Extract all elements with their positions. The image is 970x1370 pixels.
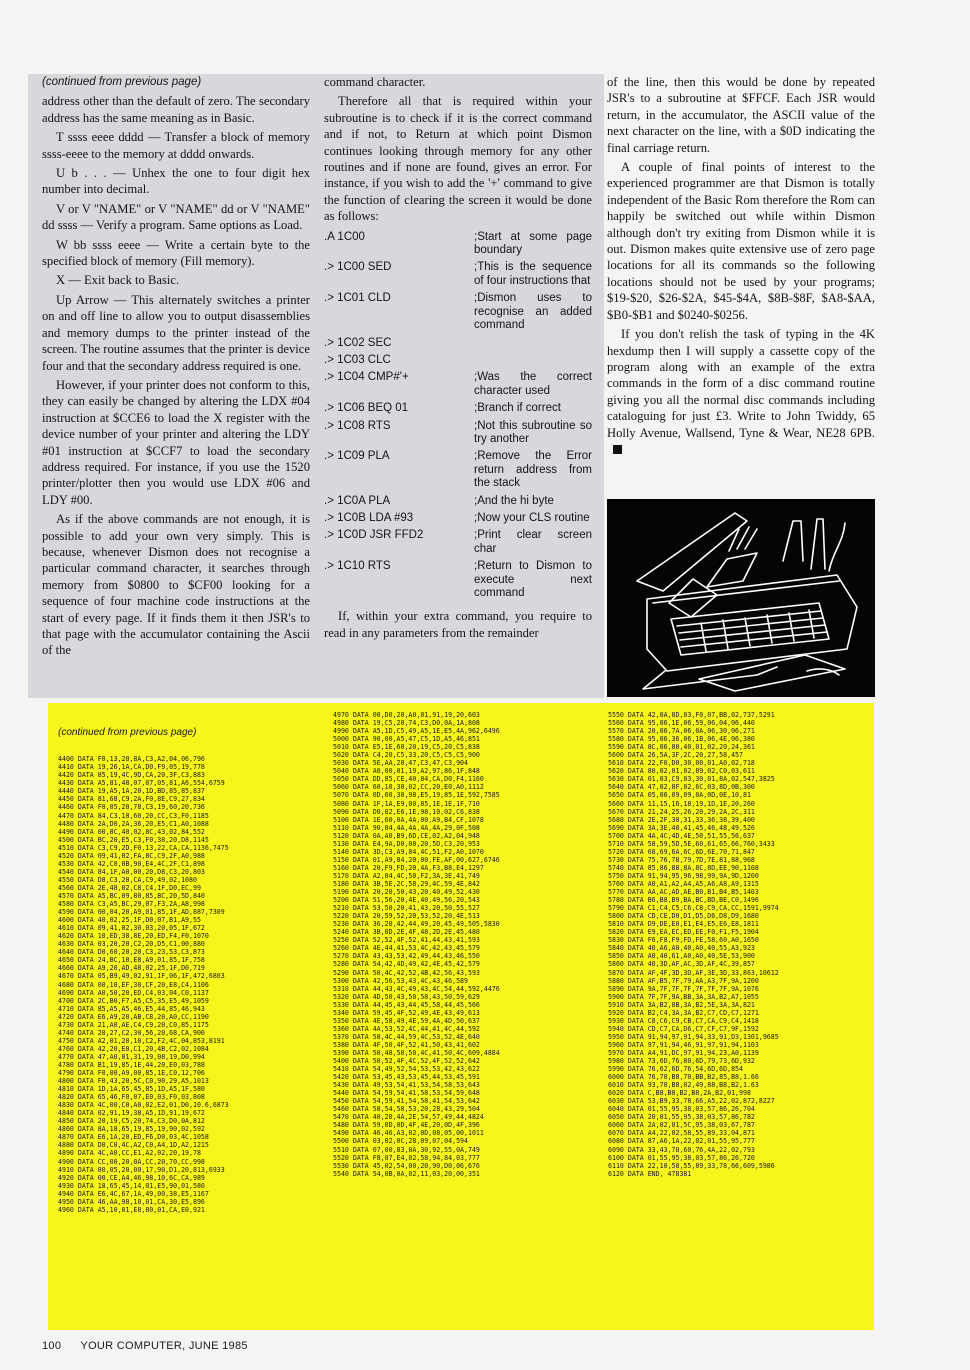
data-line: 4850 DATA 20,19,C5,20,74,C3,D0,0A,812 [58,1117,205,1126]
data-line: 5930 DATA C8,C6,C9,CB,C7,CA,C9,C4,1418 [608,1016,759,1025]
data-line: 6060 DATA 2A,02,01,5C,95,38,03,67,787 [608,1121,755,1130]
data-line: 6080 DATA 87,A6,1A,22,02,01,55,95,777 [608,1137,755,1146]
data-line: 5410 DATA 54,49,52,54,53,53,42,43,622 [333,1065,480,1074]
data-line: 4720 DATA E6,A9,20,AB,C8,20,A0,CC,1190 [58,1012,209,1021]
page-footer [42,1340,264,1352]
data-line: 4840 DATA 02,91,19,38,A5,1D,91,19,672 [58,1109,205,1118]
data-line: 4870 DATA E6,1A,20,ED,F6,D0,03,4C,1058 [58,1133,209,1142]
data-line: 5750 DATA 91,94,95,96,98,99,9A,9D,1200 [608,871,759,880]
data-line: 5120 DATA 0A,A0,B9,6D,CE,02,A2,04,948 [333,831,480,840]
data-line: 5920 DATA B2,C4,3A,3A,B2,C7,CD,C7,1271 [608,1008,759,1017]
paragraph: of the line, then this would be done by repeated JSR's to a subroutine at $FFCF. Each JSR would return, in the accumulator, the ASCII value of the next character on the line, with a $0D indicating the final carriage return. [607,75,875,155]
data-line: 4830 DATA 4C,00,C0,A0,02,E2,01,D0,10.6,6873 [58,1101,229,1110]
data-line: 5310 DATA 44,43,4C,49,43,4C,54,44,592,4476 [333,984,500,993]
data-line: 5710 DATA 58,59,5D,5E,60,61,65,66,760,3433 [608,839,775,848]
data-line: 4420 DATA 85,19,4C,9D,CA,20,3F,C3,883 [58,771,205,780]
data-line: 4990 DATA A5,1D,C5,49,A5,1E,E5,4A,962,6496 [333,727,500,736]
paragraph: V or V "NAME" or V "NAME" dd or V "NAME" dd ssss — Verify a program. Same options as Load. [42,201,310,233]
data-line: 5620 DATA 80,02,01,02,89,02,C0,03,611 [608,767,755,776]
end-of-article-mark [613,445,622,454]
data-line: 4950 DATA 46,AA,98,10,01,CA,30,E5,896 [58,1197,205,1206]
data-line: 5320 DATA 4D,50,43,50,58,43,50,59,629 [333,992,480,1001]
data-line: 4780 DATA B1,19,85,1E,44,20,E0,03,788 [58,1060,205,1069]
data-line: 4760 DATA 42,20,E0,C1,20,4B,C2,02,1084 [58,1044,209,1053]
asm-instruction: .> 1C06 BEQ 01 [324,402,409,415]
data-line: 5020 DATA C4,20,C5,33,20,C5,C5,C5,900 [333,751,480,760]
data-line: 4440 DATA 19,A5,1A,20,1D,BD,85,85,837 [58,787,205,796]
asm-instruction: .> 1C0A PLA [324,494,391,507]
data-line: 5350 DATA 4E,58,49,4E,59,4A,4D,50,637 [333,1016,480,1025]
data-line: 5910 DATA 3A,B2,8B,3A,B2,5E,3A,3A,821 [608,1000,755,1009]
assembly-listing [324,231,592,601]
data-line: 5680 DATA 2E,2F,30,31,33,36,38,39,400 [608,815,755,824]
data-line: 4560 DATA 2E,48,02,C8,C4,1F,D0,EC,99 [58,883,201,892]
data-line: 5490 DATA 46,46,A3,02,0D,08,05,00,1011 [333,1129,484,1138]
paragraph [607,326,875,457]
data-line: 6020 DATA C,B8,B8,B2,B8,2A,B2,01,998 [608,1089,751,1098]
data-line: 5160 DATA 20,F9,FD,20,4A,F3,B8,E4,1297 [333,863,484,872]
data-line: 5760 DATA A0,A1,A2,A4,A5,A6,A8,A9,1315 [608,879,759,888]
asm-line [324,420,592,447]
data-line: 5610 DATA 22,F0,D0,30,00,01,A0,02,718 [608,759,755,768]
data-line: 5010 DATA E5,1E,60,20,19,C5,20,C5,838 [333,743,480,752]
asm-line [324,354,592,367]
paragraph-text: If you don't relish the task of typing in the 4K hexdump then I will supply a cassette copy of the program along with an example of the extra commands in the form of a disc command routine giving you all the normal disc commands including cataloguing for just £3. Write to John Twiddy, 65 Holly Avenue, Wallsend, Tyne & Wear, NE28 6PB. [607,327,875,440]
data-line: 5420 DATA 53,45,43,53,45,44,53,45,591 [333,1073,480,1082]
data-line: 5700 DATA 4A,4C,4D,4E,50,51,55,56,637 [608,831,755,840]
data-line: 5210 DATA 53,50,20,41,43,20,50,55,527 [333,904,480,913]
data-line: 5110 DATA 90,04,4A,4A,4A,4A,29,0F,508 [333,823,480,832]
asm-comment [474,354,592,367]
data-line: 4790 DATA F0,00,A9,00,85,1E,C0,12,706 [58,1069,205,1078]
data-line: 4800 DATA F0,43,20,5C,C0,90,29,A5,1013 [58,1077,209,1086]
data-line: 5000 DATA 90,00,A5,47,C5,1D,A5,46,851 [333,735,480,744]
paragraph: A couple of final points of interest to the experienced programmer are that Dismon is totally independent of the Basic Rom therefore the Rom can happily be switched out while within Dismon although don't try exiting from Dismon while it is out. Dismon makes quite extensive use of zero page locations for all its commands so the following locations should not be used by your programs; $19-$20, $26-$2A, $45-$4A, $8B-$8F, $A8-$AA, $B0-$B1 and $0240-$0256. [607,160,875,322]
data-line: 4600 DATA 40,02,25,1F,D0,07,B1,A9,55 [58,916,201,925]
paragraph: Up Arrow — This alternately switches a printer on and off line to allow you to output disassemblies and memory dumps to the printer instead of the screen. The routine assumes that the printer is device four and that the secondary address required is one. [42,292,310,373]
asm-instruction: .> 1C02 SEC [324,336,392,349]
magazine-issue: YOUR COMPUTER, JUNE 1985 [80,1340,248,1352]
asm-instruction: .> 1C0D JSR FFD2 [324,529,424,542]
data-line: 5470 DATA 40,20,4A,2E,54,57,49,44,4824 [333,1113,484,1122]
data-line: 5480 DATA 59,0D,0D,4F,4E,20,0D,4F,396 [333,1121,480,1130]
data-line: 5650 DATA 05,06,09,09,0A,0D,0E,10,81 [608,791,751,800]
data-line: 5640 DATA 47,02,8F,02,6C,03,8D,0B,300 [608,783,755,792]
knife-drawing-icon [607,499,875,697]
data-line: 5950 DATA 91,94,97,91,94,33,91,D3,1301,9685 [608,1032,779,1041]
paragraph: However, if your printer does not conform to this, they can easily be changed by altering the LDX #04 instruction at $CCE6 to load the X register with the device number of your printer and altering the LDY #01 instruction at $CCF7 to load the secondary address required. For instance, if you use the 1520 printer/plotter then you would use LDX #06 and LDY #00. [42,377,310,507]
data-line: 4820 DATA 65,46,F0,07,E0,03,F0,03,808 [58,1093,205,1102]
paragraph: address other than the default of zero. The secondary address has the same meaning as in Basic. [42,94,310,125]
data-line: 4970 DATA 00,D0,20,A0,01,91,19,20,603 [333,711,480,719]
data-line: 4900 DATA CC,00,20,0A,CC,20,70,CC,998 [58,1157,205,1166]
data-line: 4570 DATA A5,BC,09,80,85,BC,20,5D,840 [58,891,205,900]
data-line: 5530 DATA 45,02,54,00,20,90,D0,06,676 [333,1161,480,1170]
page-number: 100 [42,1340,62,1352]
asm-comment: ;Was the correct character used [474,371,592,397]
asm-instruction: .A 1C00 [324,230,365,243]
swiss-army-knife-computer-illustration [607,499,875,697]
data-line: 5500 DATA 03,02,0C,28,09,07,04,594 [333,1137,468,1146]
continued-note: (continued from previous page) [42,76,202,88]
data-line: 4770 DATA 47,A0,01,31,19,08,19,D0,994 [58,1052,205,1061]
data-line: 5250 DATA 52,52,4F,52,41,44,43,41,593 [333,936,480,945]
data-line: 4620 DATA 10,ED,38,8E,20,ED,F4,F0,1070 [58,932,209,941]
data-line: 5590 DATA 8C,06,80,40,01,02,20,24,361 [608,743,755,752]
data-line: 5690 DATA 3A,3E,40,41,45,46,48,49,526 [608,823,755,832]
listing-column-3 [608,711,870,1178]
asm-line [324,450,592,490]
asm-line [324,261,592,288]
data-line: 4730 DATA 21,A0,AE,C4,C9,20,C0,85,1175 [58,1020,209,1029]
data-line: 5770 DATA AA,AC,AD,AE,B0,B1,B4,B5,1403 [608,888,759,897]
article-column-2 [324,74,592,696]
data-line: 5400 DATA 50,52,4F,4C,52,4F,52,52,642 [333,1057,480,1066]
data-line: 5200 DATA 51,56,20,4E,40,49,56,20,543 [333,896,480,905]
listing-column-2 [333,711,605,1178]
data-line: 5030 DATA 5E,AA,20,47,C3,47,C3,904 [333,759,468,768]
data-line: 4880 DATA D0,C0,4C,A2,C0,A4,1D,A2,1215 [58,1141,209,1150]
data-line: 4400 DATA F0,13,20,8A,C3,A2,04,06,796 [58,755,205,764]
data-line: 5520 DATA F8,07,E4,02,58,94,84,03,777 [333,1153,480,1162]
data-line: 5940 DATA CD,C7,CA,D6,C7,CF,C7,9F,1592 [608,1024,759,1033]
data-line: 4610 DATA 09,41,02,30,03,20,05,1F,672 [58,924,205,933]
data-line: 5440 DATA 54,59,54,41,58,53,54,59,648 [333,1089,480,1098]
asm-comment [474,337,592,350]
asm-line [324,371,592,398]
asm-comment: ;This is the sequence of four instructions that [474,261,592,287]
asm-line [324,560,592,600]
data-line: 4660 DATA A9,20,AD,48,02,25,1F,D0,719 [58,964,205,973]
data-line: 4980 DATA 19,C5,20,74,C3,D0,0A,1A,808 [333,719,480,728]
data-line: 5460 DATA 58,54,58,53,20,28,43,29,504 [333,1105,480,1114]
data-line: 5040 DATA A0,00,01,19,A2,97,86,1F,848 [333,767,480,776]
data-line: 5740 DATA 85,86,88,8A,8C,8D,EE,90,1108 [608,863,759,872]
asm-instruction: .> 1C0B LDA #93 [324,511,414,524]
data-line: 5780 DATA B6,B8,B9,BA,BC,BD,BE,C0,1496 [608,896,759,905]
data-line: 5630 DATA 01,03,C9,03,30,01,8A,02,547,3825 [608,775,775,784]
data-line: 4920 DATA 00,CE,A4,46,98,10,6C,CA,989 [58,1173,205,1182]
data-line: 4930 DATA 18,65,45,14,01,E5,90,01,580 [58,1181,205,1190]
listing-column-1 [58,711,323,1214]
data-line: 5140 DATA 3D,C3,A9,84,4C,51,F2,A0,1070 [333,847,484,856]
data-line: 4640 DATA D0,60,20,20,C3,23,53,C3,873 [58,948,205,957]
data-line: 5990 DATA 76,62,6D,76,54,6D,6D,854 [608,1065,743,1074]
data-line: 5670 DATA 21,24,25,26,20,29,2A,2C,311 [608,807,755,816]
data-line: 5830 DATA F6,F8,F9,FD,FE,58,60,A0,1650 [608,936,759,945]
data-line: 5820 DATA E9,EA,EC,ED,EE,F0,F1,F5,1904 [608,928,759,937]
asm-instruction: .> 1C03 CLC [324,353,391,366]
data-line: 5890 DATA 9A,7F,7F,7F,7F,7F,7F,9A,1076 [608,984,759,993]
data-line: 5300 DATA 42,56,53,43,4C,43,46,589 [333,976,468,985]
data-line: 4910 DATA 80,05,20,00,17,90,D1,20,813,6933 [58,1165,225,1174]
data-line: 5800 DATA CD,CE,D0,D1,D5,D6,D8,D9,1680 [608,912,759,921]
data-line: 5580 DATA 95,06,36,06,1B,06,4E,06,380 [608,735,755,744]
data-line: 5280 DATA 54,42,4D,49,42,4E,45,42,579 [333,960,480,969]
data-line: 6000 DATA 76,70,B8,70,BB,B2,85,B8,1.66 [608,1073,759,1082]
data-line: 4550 DATA D8,C3,20,CA,C9,49,02,1080 [58,875,197,884]
asm-comment: ;Start at some page boundary [474,230,592,257]
asm-instruction: .> 1C10 RTS [324,560,391,573]
data-line: 4890 DATA 4C,A0,CC,E1,A2,02,20,19,78 [58,1149,201,1158]
data-line: 4630 DATA 03,20,20,C2,20,D5,C1,00,880 [58,940,205,949]
data-line: 4750 DATA A2,01,20,10,C2,F2,4C,04,853,8191 [58,1036,225,1045]
data-line: 5430 DATA 49,53,54,41,53,54,58,53,643 [333,1081,480,1090]
asm-instruction: .> 1C00 SED [324,261,392,274]
data-line: 6110 DATA 22,10,58,55,89,33,78,66,609,5986 [608,1161,775,1170]
data-line: 5240 DATA 3B,0D,2E,4F,48,2D,2E,45,480 [333,928,480,937]
data-line: 6050 DATA 20,01,55,95,38,03,57,86,782 [608,1113,755,1122]
data-line: 5330 DATA 44,45,43,44,45,58,44,45,566 [333,1000,480,1009]
data-line: 5270 DATA 43,43,53,42,49,44,43,46,550 [333,952,480,961]
asm-comment: ;Remove the Error return address from the stack [474,450,592,490]
data-line: 5380 DATA 4F,50,4F,52,41,50,43,41,602 [333,1040,480,1049]
data-line: 6010 DATA 93,70,B8,02,49,88,B8,B2,1.63 [608,1081,759,1090]
paragraph: T ssss eeee dddd — Transfer a block of memory ssss-eeee to the memory at dddd onwards. [42,130,310,161]
data-line: 4680 DATA 00,10,EF,30,CF,20,E8,C4,1106 [58,980,209,989]
data-line: 5840 DATA 40,A6,A0,40,A0,40,55,A3,923 [608,944,755,953]
data-line: 5810 DATA D9,DE,E0,E1,E4,E5,E6,E8,1811 [608,920,759,929]
data-line: 5450 DATA 54,59,41,54,58,41,54,53,642 [333,1097,480,1106]
asm-comment: ;Branch if correct [474,402,561,415]
data-line: 6040 DATA 01,55,95,38,03,57,86,26,704 [608,1105,755,1114]
data-line: 5390 DATA 50,48,50,50,4C,41,50,4C,609,4884 [333,1048,500,1057]
asm-instruction: .> 1C01 CLD [324,292,391,305]
data-line: 5190 DATA 20,20,50,43,20,40,49,52,430 [333,888,480,897]
data-line: 4700 DATA 2C,B0,F7,A5,C5,35,E5,49,1059 [58,996,209,1005]
asm-comment: ;Now your CLS routine [474,511,590,524]
data-line: 5720 DATA 68,69,6A,6C,6D,6E,70,71,847 [608,847,755,856]
data-line: 5540 DATA 54,0B,0A,02,11,03,20,00,351 [333,1169,480,1178]
data-line: 5550 DATA 42,0A,8D,03,F0,07,BB,02,737,5291 [608,711,775,719]
data-line: 5980 DATA 73,6D,76,80,6D,79,73,6D,932 [608,1057,755,1066]
data-line: 4810 DATA 1D,1A,65,45,85,1D,A5,1F,580 [58,1085,205,1094]
asm-line [324,337,592,350]
article-column-1 [42,74,310,696]
data-line: 5900 DATA 7F,7F,9A,BB,3A,3A,B2,A7,1055 [608,992,759,1001]
data-line: 4490 DATA 00,8C,40,02,8C,43,02,84,552 [58,827,205,836]
data-line: 5230 DATA 36,20,42,44,49,20,45,49,505,5830 [333,920,500,929]
data-line: 5790 DATA C1,C4,C5,C6,C8,C9,CA,CC,1591,9974 [608,904,779,913]
data-line: 5180 DATA 3B,5E,2C,58,29,4C,59,4E,842 [333,879,480,888]
data-line: 5260 DATA 4E,44,41,53,4C,42,43,45,579 [333,944,480,953]
listing-heading: (continued from previous page) [58,727,197,739]
paragraph: command character. [324,75,426,89]
data-line: 4530 DATA 42,C0,0B,90,E4,4C,2F,C1,898 [58,859,205,868]
data-line: 4480 DATA 2A,D0,2A,36,20,E5,C1,A0,1088 [58,819,209,828]
asm-instruction: .> 1C09 PLA [324,450,390,463]
data-line: 5130 DATA E4,9A,D0,08,20,5D,C3,20,953 [333,839,480,848]
asm-line [324,512,592,525]
data-line: 4690 DATA A0,50,20,ED,C4,03,04,C0,1137 [58,988,209,997]
data-line: 5850 DATA A0,40,61,A0,A0,40,5E,53,900 [608,952,755,961]
asm-instruction: .> 1C04 CMP#'+ [324,371,409,384]
asm-comment: ;Print clear screen char [474,529,592,555]
data-line: 5370 DATA 58,4C,44,59,4C,53,52,4E,640 [333,1032,480,1041]
data-line: 4540 DATA 84,1F,A0,00,20,D8,C3,20,803 [58,867,205,876]
data-line: 4960 DATA A5,10,01,E8,80,01,CA,E0,921 [58,1205,205,1214]
data-line: 4410 DATA 19,26,1A,CA,D0,F9,05,19,778 [58,763,205,772]
paragraph: W bb ssss eeee — Write a certain byte to the specified block of memory (Fill memory). [42,237,310,269]
data-line: 4520 DATA 09,41,02,FA,8C,C9,2F,A0,988 [58,851,205,860]
data-line: 4740 DATA 20,27,C2,30,56,20,68,CA,900 [58,1028,205,1037]
data-line: 5090 DATA D0,02,E6,1E,98,10,02,C6,838 [333,807,480,816]
data-line: 4500 DATA BC,20,E5,C3,F0,38,20,D8,1145 [58,835,209,844]
asm-line [324,529,592,556]
data-line: 4670 DATA 05,B9,49,02,91,1F,06,1F,472,6803 [58,972,225,981]
asm-comment: ;Dismon uses to recognise an added command [474,292,592,332]
asm-line [324,495,592,508]
paragraph: X — Exit back to Basic. [56,273,180,288]
data-line: 5220 DATA 20,59,52,20,53,52,20,4E,513 [333,912,480,921]
data-line: 5960 DATA 97,91,94,46,91,97,91,94,1103 [608,1040,759,1049]
data-line: 5050 DATA DD,85,CE,40,84,CA,D0,F4,1160 [333,775,484,784]
data-line: 4940 DATA E6,4C,67,1A,49,00,38,E5,1167 [58,1189,209,1198]
asm-comment: ;And the hi byte [474,494,554,507]
data-line: 6070 DATA A4,22,02,58,55,89,33,04,871 [608,1129,755,1138]
data-line: 5860 DATA 40,3D,AF,AC,3D,AF,4C,39,857 [608,960,755,969]
data-line: 5600 DATA 26,5A,3F,2C,20,27,58,457 [608,751,743,760]
asm-line [324,292,592,332]
asm-line [324,402,592,415]
data-line: 4650 DATA 24,BC,10,E8,A9,01,85,1F,758 [58,956,205,965]
paragraph: As if the above commands are not enough, it is possible to add your own very simply. This is because, whenever Dismon does not recognise a particular command character, it searches through memory from $0800 to $CF00 looking for a sequence of four machine code instructions at the start of every page. If it finds them it then JSR's to that page with the accumulator containing the Ascii of the [42,512,310,658]
paragraph: If, within your extra command, you require to read in any parameters from the remainder [324,609,592,640]
data-line: 5730 DATA 75,76,78,79,7D,7E,81,88,968 [608,855,755,864]
asm-instruction: .> 1C08 RTS [324,419,391,432]
data-line: 4710 DATA 85,A5,A5,46,E5,44,85,46,943 [58,1004,205,1013]
paragraph: Therefore all that is required within your subroutine is to check if it is the correct command and if not, to Return at which point Dismon continues looking through memory for any other routines and if none are found, gives an error. For instance, if you wish to add the '+' command to give the function of clearing the screen it would be done as follows: [324,94,592,224]
data-line: 4450 DATA 81,68,C9,2A,F0,8E,C9,27,834 [58,795,205,804]
data-line: 5290 DATA 50,4C,42,52,4B,42,56,43,593 [333,968,480,977]
data-line: 5570 DATA 20,06,7A,06,0A,06,30,06,271 [608,727,755,736]
article-column-3 [607,74,875,496]
data-line: 5100 DATA 1E,60,0A,4A,00,A9,B4,CF,1078 [333,815,484,824]
data-line: 5880 DATA AF,B5,7F,79,AA,A3,7F,9A,1200 [608,976,759,985]
data-line: 5970 DATA A4,91,DC,97,91,94,23,A0,1139 [608,1048,759,1057]
data-line: 4470 DATA 84,C3,18,60,20,CC,C3,F0,1185 [58,811,209,820]
data-line: 4460 DATA F0,05,20,78,C3,19,60,20,736 [58,803,205,812]
data-line: 5060 DATA 60,10,30,02,CC,20,E0,A0,1112 [333,783,484,792]
data-line: 5070 DATA 0D,60,38,98,E5,19,85,1E,592,7585 [333,791,500,800]
data-line: 5660 DATA 11,15,16,18,19,1D,1E,20,260 [608,799,755,808]
asm-comment: ;Return to Dismon to execute next command [474,560,592,599]
hexdump-listing-panel [48,703,874,1330]
data-line: 4430 DATA A5,81,48,07,07,05,81,A6,554,6759 [58,779,225,788]
asm-line [324,231,592,258]
data-line: 5510 DATA 07,00,83,0A,30,92,55,0A,749 [333,1145,480,1154]
data-line: 6090 DATA 33,43,70,60,76,4A,22,02,793 [608,1145,755,1154]
paragraph: U b . . . — Unhex the one to four digit hex number into decimal. [42,166,310,197]
data-line: 4590 DATA 00,04,20,A9,01,85,1F,AD,887,7309 [58,908,225,917]
data-line: 5080 DATA 1F,1A,E9,00,85,1E,1E,1F,710 [333,799,480,808]
data-line: 6030 DATA 53,B9,33,78,66,A5,22,02,872,8227 [608,1097,775,1106]
data-line: 4510 DATA C3,C9,2D,F0,13,22,CA,CA,1136,7475 [58,843,229,852]
data-line: 6100 DATA 01,55,95,38,03,57,86,26,720 [608,1153,755,1162]
data-line: 5340 DATA 59,45,4F,52,49,4E,43,49,613 [333,1008,480,1017]
data-line: 5150 DATA 01,A9,84,20,00,FE,AF,00,627,6746 [333,855,500,864]
asm-comment: ;Not this subroutine so try another [474,419,592,445]
data-line: 5560 DATA 95,06,1E,06,59,06,04,06,440 [608,719,755,728]
data-line: 5170 DATA A2,04,4C,50,F2,3A,3E,41,749 [333,871,480,880]
data-line: 4580 DATA C3,A5,BC,29,07,F3,2A,A8,998 [58,900,205,909]
data-line: 6120 DATA END, 478381 [608,1169,692,1178]
data-line: 5870 DATA AF,4F,3D,3D,AF,3E,3D,33,863,10612 [608,968,779,977]
data-line: 5360 DATA 4A,53,52,4C,44,41,4C,44,592 [333,1024,480,1033]
data-line: 4860 DATA 8A,18,65,19,85,19,90,02,592 [58,1125,205,1134]
